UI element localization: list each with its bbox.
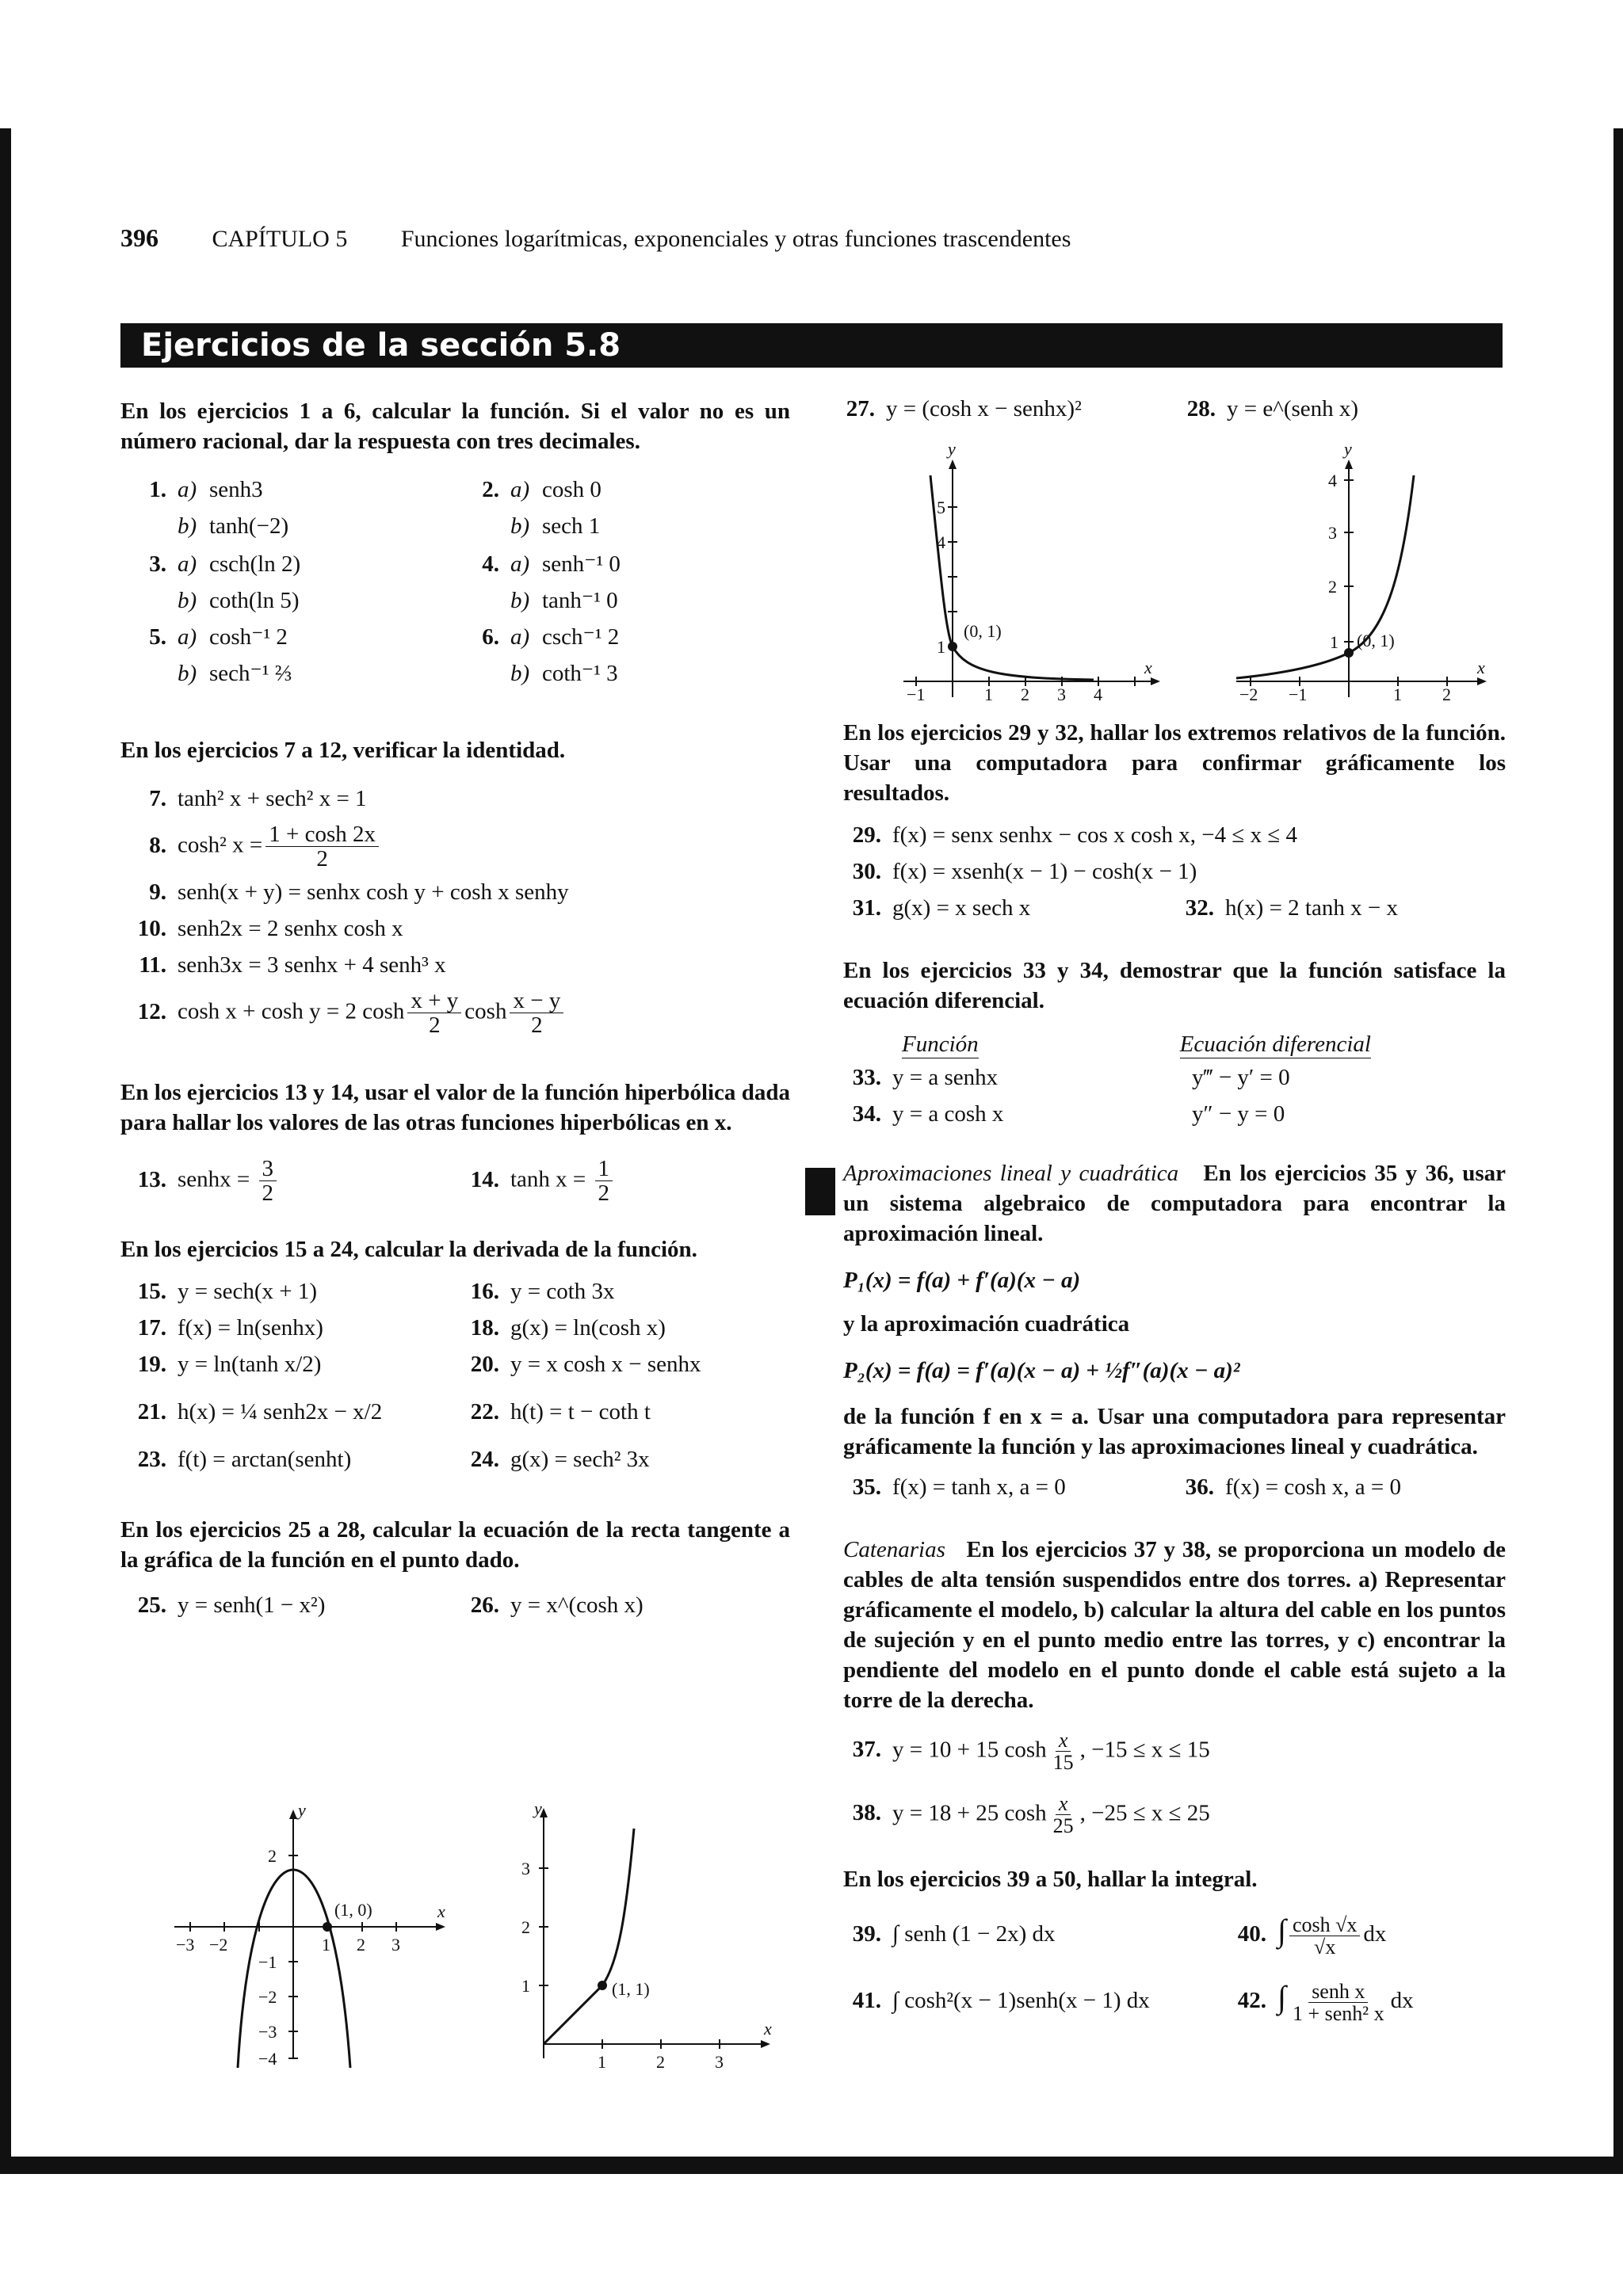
exercise-cell bbox=[120, 952, 446, 978]
exercise-29: f(x) = senx senhx − cos x cosh x, −4 ≤ x ≤ 4 bbox=[892, 822, 1297, 848]
exercise-cell bbox=[120, 822, 382, 871]
exercise-number: 7. bbox=[149, 786, 166, 811]
exercise-cell bbox=[453, 586, 786, 614]
tick-label: 2 bbox=[268, 1846, 277, 1866]
exercise-cell bbox=[120, 1447, 453, 1473]
exercise-38-row bbox=[843, 1793, 1506, 1856]
exercise-number: 22. bbox=[470, 1399, 499, 1425]
exercise-part: a) bbox=[178, 624, 197, 650]
expression-text: senh(x + y) = senhx cosh y + cosh x senhy bbox=[178, 879, 569, 905]
exercise-number: 37. bbox=[852, 1737, 881, 1763]
exercise-26: y = x^(cosh x) bbox=[510, 1592, 643, 1618]
exercise-row bbox=[120, 989, 790, 1046]
exercise-cell bbox=[453, 1315, 786, 1341]
exercise-cell bbox=[120, 659, 453, 687]
axis-label-y: y bbox=[948, 444, 956, 459]
graph-exercise-27 bbox=[896, 444, 1181, 705]
exercise-number: 33. bbox=[852, 1065, 881, 1090]
exercise-expression: g(x) = sech² 3x bbox=[510, 1447, 650, 1472]
numerator: 1 + cosh 2x bbox=[265, 822, 379, 847]
exercise-cell bbox=[453, 477, 786, 503]
exercises-29-32 bbox=[843, 822, 1506, 932]
column-header-ecuacion: Ecuación diferencial bbox=[1179, 1032, 1371, 1057]
point-label: (1, 1) bbox=[612, 1979, 650, 1999]
section-title: Ejercicios de la sección 5.8 bbox=[141, 327, 621, 364]
exercise-row bbox=[120, 1447, 790, 1483]
exercise-row bbox=[120, 659, 790, 696]
exercise-number: 42. bbox=[1237, 1988, 1266, 2013]
exercises-39-40 bbox=[843, 1912, 1506, 1978]
tick-label: 1 bbox=[937, 637, 945, 657]
exercise-expression: coth⁻¹ 3 bbox=[542, 661, 618, 686]
exercise-40: ∫ $\frac{\cosh √x}{√x}$ dx bbox=[1277, 1913, 1387, 1958]
chapter-title: Funciones logarítmicas, exponenciales y otras funciones trascendentes bbox=[400, 226, 1071, 252]
exercise-number: 6. bbox=[482, 624, 499, 650]
intro-7-12: En los ejercicios 7 a 12, verificar la identidad. bbox=[120, 738, 566, 763]
tick-label: −4 bbox=[258, 2049, 277, 2068]
intro-39-50: En los ejercicios 39 a 50, hallar la integral. bbox=[843, 1867, 1258, 1892]
fraction bbox=[265, 822, 379, 871]
exercise-expression: g(x) = ln(cosh x) bbox=[510, 1315, 666, 1341]
exercises-41-42 bbox=[843, 1978, 1506, 2045]
tick-label: 4 bbox=[937, 532, 945, 552]
exercise-number: 18. bbox=[470, 1315, 499, 1341]
exercise-number: 40. bbox=[1237, 1921, 1266, 1947]
numerator: x − y bbox=[510, 989, 563, 1013]
exercise-number: 36. bbox=[1185, 1474, 1214, 1500]
exercise-row bbox=[120, 623, 790, 659]
exercise-row bbox=[120, 1279, 790, 1315]
exercise-part: b) bbox=[178, 661, 197, 686]
exercise-33-equation: y‴ − y′ = 0 bbox=[1192, 1065, 1290, 1090]
intro-1-6: En los ejercicios 1 a 6, calcular la función. Si el valor no es un número racional, dar la respuesta con tres decimales. bbox=[120, 399, 790, 454]
exercise-number: 14. bbox=[470, 1166, 499, 1192]
exercise-expression: tanh(−2) bbox=[209, 513, 289, 539]
exercise-row bbox=[120, 550, 790, 586]
exercise-cell bbox=[453, 1399, 786, 1425]
point-label: (0, 1) bbox=[1357, 631, 1395, 650]
exercise-cell bbox=[120, 879, 569, 906]
exercise-36: f(x) = cosh x, a = 0 bbox=[1225, 1474, 1401, 1500]
exercise-cell bbox=[453, 1447, 786, 1473]
exercises-27-28 bbox=[843, 396, 1506, 433]
exercise-cell bbox=[453, 659, 786, 687]
point-marker bbox=[598, 1981, 607, 1990]
tick-label: 3 bbox=[1328, 523, 1337, 543]
tick-label: −2 bbox=[258, 1987, 277, 2007]
exercise-expression bbox=[178, 822, 382, 871]
exercise-number: 34. bbox=[852, 1101, 881, 1127]
tick-label: 5 bbox=[937, 498, 945, 517]
tick-label: −2 bbox=[209, 1935, 228, 1955]
exercise-number: 32. bbox=[1185, 895, 1214, 921]
exercise-number: 28. bbox=[1186, 396, 1216, 421]
table-header bbox=[843, 1032, 1506, 1058]
exercise-cell bbox=[453, 550, 786, 578]
page-number: 396 bbox=[120, 223, 158, 252]
exercises-25-26 bbox=[120, 1592, 790, 1629]
tick-label: −1 bbox=[1289, 685, 1308, 704]
exercise-part: a) bbox=[178, 551, 197, 577]
exercise-expression: coth(ln 5) bbox=[209, 588, 300, 613]
exercise-number: 17. bbox=[137, 1315, 166, 1341]
exercise-number: 21. bbox=[137, 1399, 166, 1425]
tick-label: 2 bbox=[521, 1917, 530, 1937]
exercise-cell bbox=[120, 477, 453, 503]
approx-paragraph bbox=[843, 1158, 1506, 1249]
chapter-label: CAPÍTULO 5 bbox=[212, 226, 348, 252]
exercise-expression: f(t) = arctan(senht) bbox=[178, 1447, 352, 1472]
tick-label: −3 bbox=[176, 1935, 195, 1955]
exercise-row bbox=[120, 513, 790, 550]
approx-end-text: de la función f en x = a. Usar una computadora para representar gráficamente la función y las aproximaciones lineal y cuadrática. bbox=[843, 1404, 1506, 1459]
graph-exercise-26 bbox=[499, 1805, 785, 2074]
numerator: x + y bbox=[407, 989, 461, 1013]
tick-label: 1 bbox=[1393, 685, 1402, 704]
exercise-part: b) bbox=[510, 588, 530, 613]
tick-label: 3 bbox=[1057, 685, 1066, 704]
exercise-expression: f(x) = ln(senhx) bbox=[178, 1315, 323, 1341]
exercise-number: 13. bbox=[137, 1166, 166, 1192]
tick-label: 1 bbox=[598, 2052, 606, 2072]
exercise-row bbox=[120, 916, 790, 952]
exercise-expression: senh3 bbox=[209, 477, 263, 502]
exercise-number: 41. bbox=[852, 1988, 881, 2013]
exercise-row bbox=[120, 786, 790, 822]
tick-label: −1 bbox=[258, 1952, 277, 1972]
point-marker bbox=[323, 1922, 332, 1932]
intro-29-32: En los ejercicios 29 y 32, hallar los extremos relativos de la función. Usar una computadora para confirmar gráficamente los resultados. bbox=[843, 720, 1506, 806]
exercise-part: b) bbox=[178, 588, 197, 613]
linear-approx-formula: P₁(x) = f(a) + f′(a)(x − a) bbox=[843, 1268, 1081, 1293]
exercise-expression: cosh⁻¹ 2 bbox=[209, 624, 288, 650]
exercise-38: y = 18 + 25 cosh $\frac{x}{25}$ , −25 ≤ x ≤ 25 bbox=[892, 1792, 1210, 1838]
curve-26 bbox=[544, 1829, 634, 2044]
exercise-expression: h(t) = t − coth t bbox=[510, 1399, 651, 1425]
denominator: 2 bbox=[429, 1013, 441, 1039]
exercise-number: 5. bbox=[149, 624, 166, 650]
exercise-33-function: y = a senhx bbox=[892, 1065, 999, 1090]
exercise-34-function: y = a cosh x bbox=[892, 1101, 1004, 1127]
tick-label: 3 bbox=[521, 1859, 530, 1878]
exercise-expression: sech⁻¹ ⅔ bbox=[209, 661, 292, 686]
exercise-cell bbox=[120, 513, 453, 540]
exercise-expression bbox=[178, 879, 569, 906]
exercise-25: y = senh(1 − x²) bbox=[178, 1592, 326, 1618]
exercise-cell bbox=[453, 1279, 786, 1305]
exercise-cell bbox=[120, 623, 453, 650]
exercise-number: 27. bbox=[846, 396, 875, 421]
tick-label: 1 bbox=[1330, 632, 1338, 652]
exercises-7-12 bbox=[120, 786, 790, 1046]
exercise-number: 4. bbox=[482, 551, 499, 577]
exercise-expression: y = sech(x + 1) bbox=[178, 1279, 318, 1304]
exercise-part: b) bbox=[510, 661, 530, 686]
approx-text: En los ejercicios 35 y 36, usar un sistema algebraico de computadora para encontrar la aproximación lineal. bbox=[843, 1161, 1506, 1246]
tick-label: 1 bbox=[322, 1935, 330, 1955]
exercise-cell bbox=[120, 916, 403, 942]
exercise-cell bbox=[453, 623, 786, 650]
exercise-42: ∫ $\frac{\text{senh x}}{\text{1 + senh² x}}$ dx bbox=[1277, 1979, 1414, 2025]
tick-label: 1 bbox=[521, 1976, 530, 1996]
denominator: 2 bbox=[316, 846, 328, 872]
exercises-15-24 bbox=[120, 1279, 790, 1483]
graph-exercise-25 bbox=[166, 1806, 452, 2068]
exercise-number: 3. bbox=[149, 551, 166, 577]
exercise-expression: csch⁻¹ 2 bbox=[542, 624, 620, 650]
tick-label: −1 bbox=[907, 685, 926, 704]
exercise-part: a) bbox=[178, 477, 197, 502]
tick-label: 2 bbox=[1021, 685, 1029, 704]
exercise-number: 10. bbox=[137, 916, 166, 941]
graph-exercise-28 bbox=[1220, 444, 1506, 705]
exercise-row bbox=[120, 952, 790, 989]
intro-33-34: En los ejercicios 33 y 34, demostrar que la función satisface la ecuación diferencial. bbox=[843, 958, 1506, 1013]
exercise-cell bbox=[120, 989, 567, 1038]
exercise-expression: cosh 0 bbox=[542, 477, 601, 502]
axis-label-x: x bbox=[437, 1901, 445, 1921]
exercise-37: y = 10 + 15 cosh $\frac{x}{15}$ , −15 ≤ x ≤ 15 bbox=[892, 1729, 1210, 1775]
tick-label: 2 bbox=[357, 1935, 365, 1955]
exercise-number: 35. bbox=[852, 1474, 881, 1500]
tick-label: 4 bbox=[1094, 685, 1102, 704]
technology-marker bbox=[805, 1168, 835, 1215]
exercise-expression: y = coth 3x bbox=[510, 1279, 615, 1304]
tick-label: −3 bbox=[258, 2022, 277, 2042]
tick-label: 2 bbox=[656, 2052, 665, 2072]
exercise-number: 1. bbox=[149, 477, 166, 502]
exercise-expression bbox=[178, 786, 367, 812]
tick-label: 1 bbox=[984, 685, 993, 704]
exercise-part: b) bbox=[510, 513, 530, 539]
exercise-35: f(x) = tanh x, a = 0 bbox=[892, 1474, 1066, 1500]
exercise-expression: sech 1 bbox=[542, 513, 601, 539]
exercises-1-6 bbox=[120, 477, 790, 696]
exercise-expression: senh⁻¹ 0 bbox=[542, 551, 621, 577]
exercise-expression bbox=[178, 989, 567, 1038]
tick-label: 2 bbox=[1442, 685, 1451, 704]
axis-label-y: y bbox=[534, 1805, 542, 1818]
approx-lead: Aproximaciones lineal y cuadrática bbox=[843, 1161, 1179, 1186]
axis-label-x: x bbox=[1477, 658, 1485, 677]
expression-text: senh2x = 2 senhx cosh x bbox=[178, 916, 403, 941]
tick-label: −2 bbox=[1239, 685, 1258, 704]
exercise-cell bbox=[120, 1352, 453, 1378]
exercise-number: 12. bbox=[137, 998, 166, 1024]
exercise-number: 31. bbox=[852, 895, 881, 921]
expression-text: cosh² x = bbox=[178, 832, 263, 858]
point-marker bbox=[948, 642, 957, 651]
denominator: 2 bbox=[531, 1013, 543, 1039]
exercise-number: 26. bbox=[470, 1592, 499, 1618]
section-banner bbox=[120, 323, 1503, 368]
exercise-number: 25. bbox=[137, 1592, 166, 1618]
exercise-expression: y = ln(tanh x/2) bbox=[178, 1352, 322, 1377]
exercise-cell bbox=[120, 786, 367, 812]
exercise-expression: y = x cosh x − senhx bbox=[510, 1352, 701, 1377]
exercise-number: 39. bbox=[852, 1921, 881, 1947]
exercise-expression: tanh⁻¹ 0 bbox=[542, 588, 618, 613]
exercise-row bbox=[120, 1315, 790, 1352]
exercise-14: tanh x = $\frac{1}{2}$ bbox=[510, 1157, 616, 1206]
tick-label: 2 bbox=[1328, 577, 1337, 597]
exercise-number: 15. bbox=[137, 1279, 166, 1304]
exercise-37-row bbox=[843, 1730, 1506, 1793]
exercises-33-34 bbox=[843, 1065, 1506, 1138]
exercise-part: a) bbox=[510, 551, 530, 577]
exercise-row bbox=[120, 1399, 790, 1447]
catenary-lead: Catenarias bbox=[843, 1537, 945, 1562]
exercise-expression: csch(ln 2) bbox=[209, 551, 301, 577]
expression-text: senh3x = 3 senhx + 4 senh³ x bbox=[178, 952, 446, 978]
tick-label: 4 bbox=[1328, 471, 1337, 490]
exercise-row bbox=[120, 586, 790, 623]
catenary-paragraph bbox=[843, 1535, 1506, 1715]
exercise-30: f(x) = xsenh(x − 1) − cosh(x − 1) bbox=[892, 859, 1197, 884]
exercise-number: 11. bbox=[139, 952, 166, 978]
point-marker bbox=[1344, 648, 1354, 658]
exercise-row bbox=[120, 477, 790, 513]
expression-text: tanh² x + sech² x = 1 bbox=[178, 786, 367, 811]
tick-label: 3 bbox=[391, 1935, 400, 1955]
point-label: (0, 1) bbox=[964, 621, 1002, 641]
exercise-part: b) bbox=[178, 513, 197, 539]
exercise-expression bbox=[178, 916, 403, 942]
intro-25-28: En los ejercicios 25 a 28, calcular la ecuación de la recta tangente a la gráfica de la función en el punto dado. bbox=[120, 1517, 790, 1573]
exercise-cell bbox=[120, 1315, 453, 1341]
exercise-number: 9. bbox=[149, 879, 166, 905]
running-head bbox=[120, 223, 1071, 253]
exercise-part: a) bbox=[510, 477, 530, 502]
approx-mid-text: y la aproximación cuadrática bbox=[843, 1311, 1130, 1337]
axis-label-x: x bbox=[764, 2019, 772, 2039]
fraction bbox=[510, 989, 563, 1038]
exercise-number: 29. bbox=[852, 822, 881, 848]
exercise-41: ∫ cosh²(x − 1)senh(x − 1) dx bbox=[892, 1988, 1150, 2013]
expression-text: cosh x + cosh y = 2 cosh bbox=[178, 998, 405, 1024]
exercise-expression bbox=[178, 952, 446, 978]
exercise-row bbox=[120, 822, 790, 879]
exercise-cell bbox=[120, 588, 453, 614]
exercise-13: senhx = $\frac{3}{2}$ bbox=[178, 1157, 280, 1206]
axis-label-x: x bbox=[1144, 658, 1152, 677]
exercises-13-14 bbox=[120, 1157, 790, 1214]
expression-text: cosh bbox=[464, 998, 507, 1024]
exercise-row bbox=[120, 1352, 790, 1399]
axis-label-y: y bbox=[1344, 444, 1352, 459]
exercise-number: 2. bbox=[482, 477, 499, 502]
exercise-cell bbox=[453, 513, 786, 540]
exercise-31: g(x) = x sech x bbox=[892, 895, 1031, 921]
exercise-cell bbox=[120, 1399, 453, 1425]
exercise-number: 30. bbox=[852, 859, 881, 884]
exercise-number: 20. bbox=[470, 1352, 499, 1377]
intro-15-24: En los ejercicios 15 a 24, calcular la derivada de la función. bbox=[120, 1237, 697, 1262]
exercise-cell bbox=[120, 551, 453, 578]
scan-border-left bbox=[0, 128, 11, 2157]
exercise-expression: h(x) = ¼ senh2x − x/2 bbox=[178, 1399, 383, 1425]
quadratic-approx-formula: P₂(x) = f(a) = f′(a)(x − a) + ½f″(a)(x − a)² bbox=[843, 1358, 1240, 1383]
exercise-part: a) bbox=[510, 624, 530, 650]
exercise-27: y = (cosh x − senhx)² bbox=[886, 396, 1082, 421]
column-header-funcion: Función bbox=[902, 1032, 979, 1057]
left-column bbox=[120, 396, 790, 1629]
axis-label-y: y bbox=[298, 1806, 306, 1820]
exercise-row bbox=[120, 879, 790, 916]
exercise-number: 23. bbox=[137, 1447, 166, 1472]
exercise-number: 19. bbox=[137, 1352, 166, 1377]
fraction bbox=[407, 989, 461, 1038]
exercises-35-36 bbox=[843, 1474, 1506, 1511]
exercise-32: h(x) = 2 tanh x − x bbox=[1225, 895, 1398, 921]
exercise-number: 8. bbox=[149, 832, 166, 858]
point-label: (1, 0) bbox=[334, 1900, 372, 1920]
exercise-39: ∫ senh (1 − 2x) dx bbox=[892, 1921, 1056, 1947]
catenary-text: En los ejercicios 37 y 38, se proporciona un modelo de cables de alta tensión suspendidos entre dos torres. a) Representar gráficamente el modelo, b) calcular la altura del cable en los puntos de sujeción y en el punto medio entre las torres, y c) encontrar la pendiente del modelo en el punto donde el cable está sujeto a la torre de la derecha. bbox=[843, 1537, 1507, 1713]
exercise-number: 24. bbox=[470, 1447, 499, 1472]
exercise-34-equation: y″ − y = 0 bbox=[1192, 1101, 1285, 1127]
exercise-number: 38. bbox=[852, 1800, 881, 1826]
intro-13-14: En los ejercicios 13 y 14, usar el valor de la función hiperbólica dada para hallar los valores de las otras funciones hiperbólicas en x. bbox=[120, 1080, 790, 1135]
scan-border-bottom bbox=[0, 2157, 1623, 2174]
exercise-28: y = e^(senh x) bbox=[1227, 396, 1359, 421]
exercise-number: 16. bbox=[470, 1279, 499, 1304]
exercise-cell bbox=[120, 1279, 453, 1305]
tick-label: 3 bbox=[715, 2052, 724, 2072]
scan-border-right bbox=[1613, 128, 1623, 2157]
exercise-cell bbox=[453, 1352, 786, 1378]
